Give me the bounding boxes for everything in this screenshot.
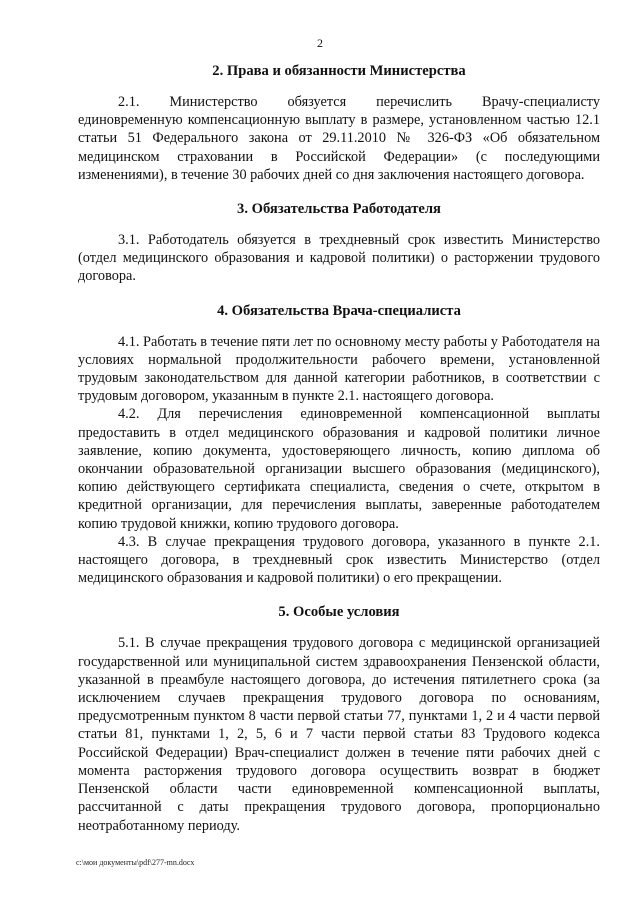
page-number: 2 (317, 36, 323, 50)
section-2 (78, 62, 600, 184)
footer-file-path: c:\мои документы\pdf\277-mn.docx (76, 858, 195, 867)
paragraph-4-1: 4.1. Работать в течение пяти лет по основному месту работы у Работодателя на условиях нормальной продолжительности рабочего времени, установленной трудовым законодательством для данной категории работников, в соответствии с трудовым договором, указанным в пункте 2.1. настоящего договора. (78, 333, 600, 405)
paragraph-4-2: 4.2. Для перечисления единовременной компенсационной выплаты предоставить в отдел медицинского образования и кадровой политики личное заявление, копию документа, удостоверяющего личность, копию диплома об окончании образовательной организации высшего образования (медицинского), копию действующего сертификата специалиста, сведения о счете, открытом в кредитной организации, для перечисления выплаты, заверенные работодателем копию трудовой книжки, копию трудового договора. (78, 406, 600, 532)
section-3 (78, 200, 600, 286)
paragraph-3-1: 3.1. Работодатель обязуется в трехдневный срок известить Министерство (отдел медицинского образования и кадровой политики) о расторжении трудового договора. (78, 232, 600, 285)
section-3-title: 3. Обязательства Работодателя (237, 201, 441, 218)
paragraph-2-1: 2.1. Министерство обязуется перечислить Врачу-специалисту единовременную компенсационную выплату в размере, установленном частью 12.1 статьи 51 Федерального закона от 29.11.2010 № 326-ФЗ «Об обязательном медицинском страховании в Российской Федерации» (с последующими изменениями), в течение 30 рабочих дней со дня заключения настоящего договора. (78, 94, 600, 183)
section-4-title: 4. Обязательства Врача-специалиста (217, 302, 461, 319)
section-2-title: 2. Права и обязанности Министерства (212, 63, 466, 79)
paragraph-4-3: 4.3. В случае прекращения трудового договора, указанного в пункте 2.1. настоящего договора, в трехдневный срок известить Министерство (отдел медицинского образования и кадровой политики) о его прекращении. (78, 533, 600, 587)
paragraph-5-1: 5.1. В случае прекращения трудового договора с медицинской организацией государственной или муниципальной систем здравоохранения Пензенской области, указанной в преамбуле настоящего договора, до истечения пятилетнего срока (за исключением случаев прекращения трудового договора по основаниям, предусмотренным пунктом 8 части первой статьи 77, пунктами 1, 2 и 4 части первой статьи 81, пунктами 1, 2, 5, 6 и 7 части первой статьи 83 Трудового кодекса Российской Федерации) Врач-специалист должен в течение пяти рабочих дней с момента расторжения трудового договора осуществить возврат в бюджет Пензенской области части единовременной компенсационной выплаты, рассчитанной с даты прекращения трудового договора, пропорционально неотработанному периоду. (78, 635, 600, 834)
section-4 (78, 302, 600, 588)
section-5 (78, 603, 600, 834)
section-5-title: 5. Особые условия (278, 604, 400, 621)
document-body (78, 62, 600, 835)
